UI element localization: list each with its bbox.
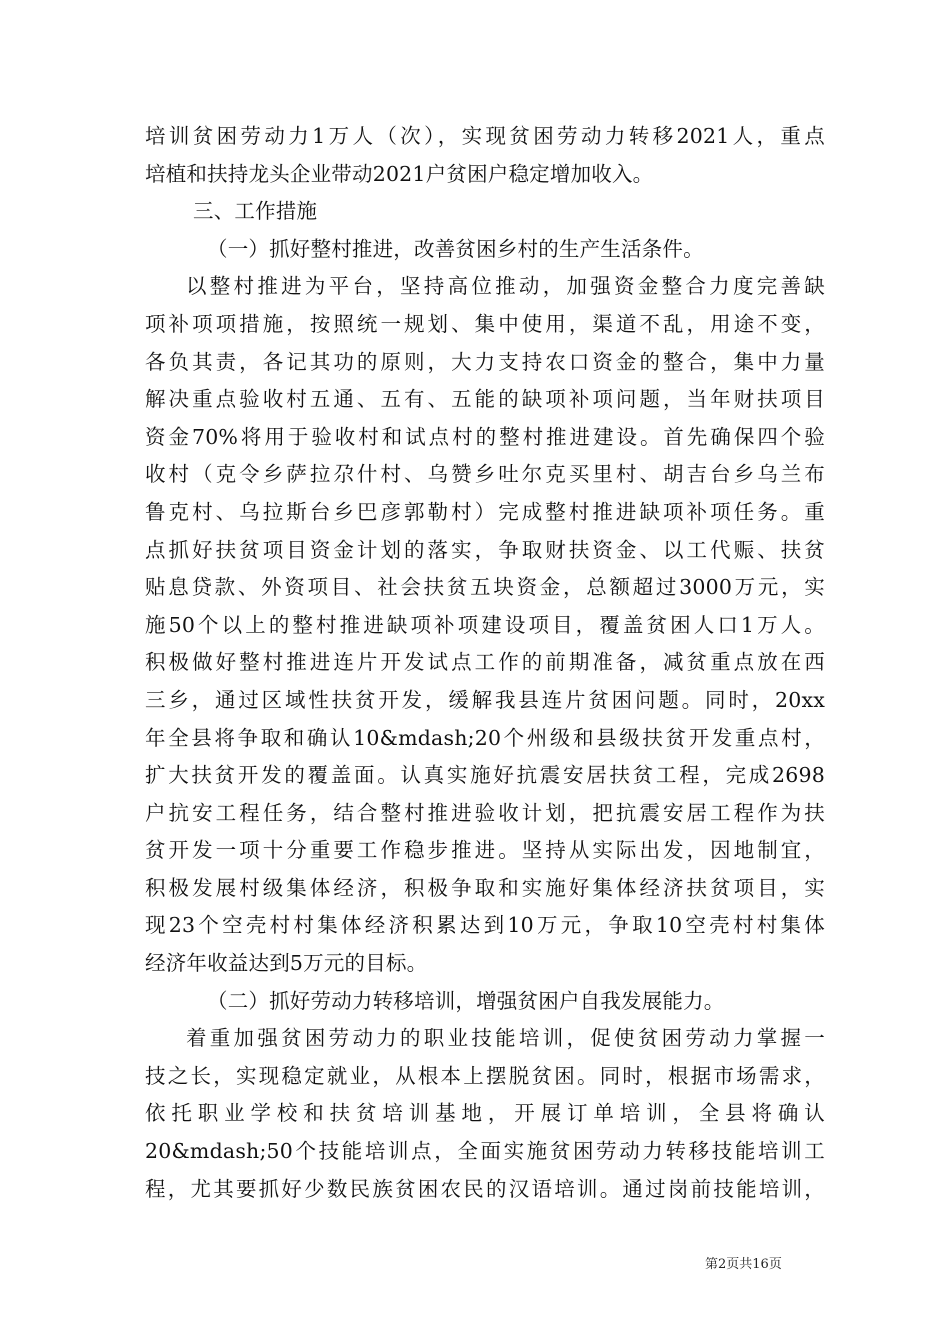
text-line: 贴息贷款、外资项目、社会扶贫五块资金，总额超过3000万元，实 [145, 575, 825, 600]
text-line: 依托职业学校和扶贫培训基地，开展订单培训，全县将确认 [145, 1101, 825, 1126]
text-line: 项补项项措施，按照统一规划、集中使用，渠道不乱，用途不变， [145, 311, 825, 336]
text-line: 积极做好整村推进连片开发试点工作的前期准备，减贫重点放在西 [145, 650, 825, 675]
text-line: 技之长，实现稳定就业，从根本上摆脱贫困。同时，根据市场需求， [145, 1063, 825, 1088]
text-line: 现23个空壳村村集体经济积累达到10万元，争取10空壳村村集体 [145, 913, 825, 938]
text-line: 点抓好扶贫项目资金计划的落实，争取财扶资金、以工代赈、扶贫 [145, 537, 825, 562]
text-line: 积极发展村级集体经济，积极争取和实施好集体经济扶贫项目，实 [145, 875, 825, 900]
text-line: 着重加强贫困劳动力的职业技能培训，促使贫困劳动力掌握一 [186, 1026, 825, 1051]
text-line: 扩大扶贫开发的覆盖面。认真实施好抗震安居扶贫工程，完成2698 [145, 763, 825, 788]
text-line: 三乡，通过区域性扶贫开发，缓解我县连片贫困问题。同时，20xx [145, 687, 825, 712]
text-line: 各负其责，各记其功的原则，大力支持农口资金的整合，集中力量 [145, 349, 825, 374]
subsection-heading: （二）抓好劳动力转移培训，增强贫困户自我发展能力。 [207, 988, 725, 1013]
text-line: 解决重点验收村五通、五有、五能的缺项补项问题，当年财扶项目 [145, 387, 825, 412]
text-line: 20&mdash;50个技能培训点，全面实施贫困劳动力转移技能培训工 [145, 1139, 825, 1164]
text-line: 收村（克令乡萨拉尕什村、乌赞乡吐尔克买里村、胡吉台乡乌兰布 [145, 462, 825, 487]
text-line: 培训贫困劳动力1万人（次），实现贫困劳动力转移2021人，重点 [145, 124, 825, 148]
section-heading: 三、工作措施 [193, 199, 318, 224]
text-line: 年全县将争取和确认10&mdash;20个州级和县级扶贫开发重点村， [145, 725, 825, 750]
text-line: 培植和扶持龙头企业带动2021户贫困户稳定增加收入。 [145, 161, 654, 186]
text-line: 施50个以上的整村推进缺项补项建设项目，覆盖贫困人口1万人。 [145, 612, 825, 637]
text-line: 户抗安工程任务，结合整村推进验收计划，把抗震安居工程作为扶 [145, 800, 825, 825]
text-line: 资金70%将用于验收村和试点村的整村推进建设。首先确保四个验 [145, 424, 825, 449]
text-line: 贫开发一项十分重要工作稳步推进。坚持从实际出发，因地制宜， [145, 838, 825, 863]
subsection-heading: （一）抓好整村推进，改善贫困乡村的生产生活条件。 [207, 236, 704, 261]
text-line: 程，尤其要抓好少数民族贫困农民的汉语培训。通过岗前技能培训， [145, 1176, 825, 1201]
text-line: 经济年收益达到5万元的目标。 [145, 951, 428, 976]
page-number: 第2页共16页 [705, 1257, 782, 1272]
text-line: 鲁克村、乌拉斯台乡巴彦郭勒村）完成整村推进缺项补项任务。重 [145, 499, 825, 524]
body-text [145, 118, 825, 1208]
text-line: 以整村推进为平台，坚持高位推动，加强资金整合力度完善缺 [186, 274, 825, 299]
